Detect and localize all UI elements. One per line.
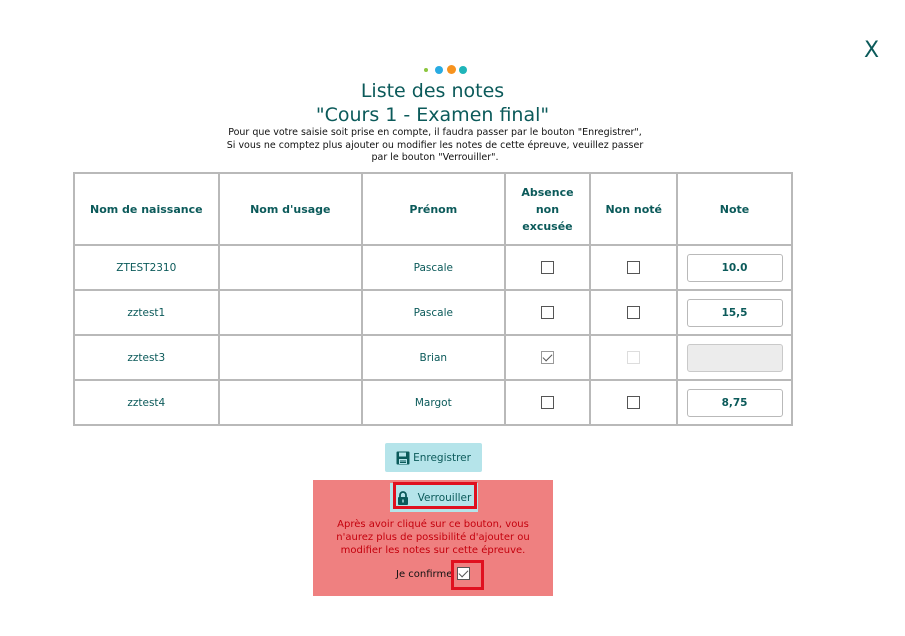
note-input [687, 344, 783, 372]
note-input[interactable] [687, 299, 783, 327]
absence-checkbox[interactable] [541, 396, 554, 409]
cell-nom: zztest1 [74, 290, 219, 335]
header-non-note: Non noté [590, 173, 677, 245]
table-row [74, 335, 792, 380]
dialog-title: Liste des notes [360, 80, 505, 102]
cell-nom: zztest4 [74, 380, 219, 425]
brand-dots-icon [422, 65, 472, 75]
cell-usage [219, 380, 362, 425]
table-header-row [74, 173, 792, 245]
note-input[interactable] [687, 254, 783, 282]
non-note-checkbox[interactable] [627, 261, 640, 274]
instructions-text: Pour que votre saisie soit prise en compte, il faudra passer par le bouton "Enregistrer", Si vous ne comptez plus ajouter ou modifier les notes de cette épreuve, veuillez passer par le bouton "Verrouiller". [226, 127, 644, 163]
header-prenom: Prénom [362, 173, 505, 245]
lock-button-label: Verrouiller [417, 491, 472, 504]
cell-nom: ZTEST2310 [74, 245, 219, 290]
cell-usage [219, 290, 362, 335]
save-button-label: Enregistrer [413, 451, 471, 464]
padlock-icon [397, 491, 409, 505]
table-row [74, 290, 792, 335]
header-note: Note [677, 173, 792, 245]
cell-prenom: Margot [362, 380, 505, 425]
cell-usage [219, 245, 362, 290]
confirm-checkbox[interactable] [457, 567, 470, 580]
close-dialog-button[interactable]: X [864, 38, 880, 63]
absence-checkbox[interactable] [541, 306, 554, 319]
non-note-checkbox [627, 351, 640, 364]
table-row [74, 380, 792, 425]
header-absence: Absence non excusée [505, 173, 591, 245]
cell-prenom: Pascale [362, 290, 505, 335]
grades-table [73, 172, 793, 426]
confirm-label: Je confirme [396, 569, 453, 580]
non-note-checkbox[interactable] [627, 396, 640, 409]
exam-name: "Cours 1 - Examen final" [315, 104, 550, 126]
floppy-disk-icon [396, 451, 410, 465]
cell-prenom: Pascale [362, 245, 505, 290]
cell-usage [219, 335, 362, 380]
cell-prenom: Brian [362, 335, 505, 380]
lock-button[interactable] [390, 483, 478, 512]
table-row [74, 245, 792, 290]
header-nom-naissance: Nom de naissance [74, 173, 219, 245]
lock-warning-panel [313, 480, 553, 596]
absence-checkbox[interactable] [541, 351, 554, 364]
absence-checkbox[interactable] [541, 261, 554, 274]
note-input[interactable] [687, 389, 783, 417]
non-note-checkbox[interactable] [627, 306, 640, 319]
save-button[interactable] [385, 443, 482, 472]
header-nom-usage: Nom d'usage [219, 173, 362, 245]
lock-warning-text: Après avoir cliqué sur ce bouton, vous n'aurez plus de possibilité d'ajouter ou modifier les notes sur cette épreuve. [336, 519, 530, 556]
cell-nom: zztest3 [74, 335, 219, 380]
